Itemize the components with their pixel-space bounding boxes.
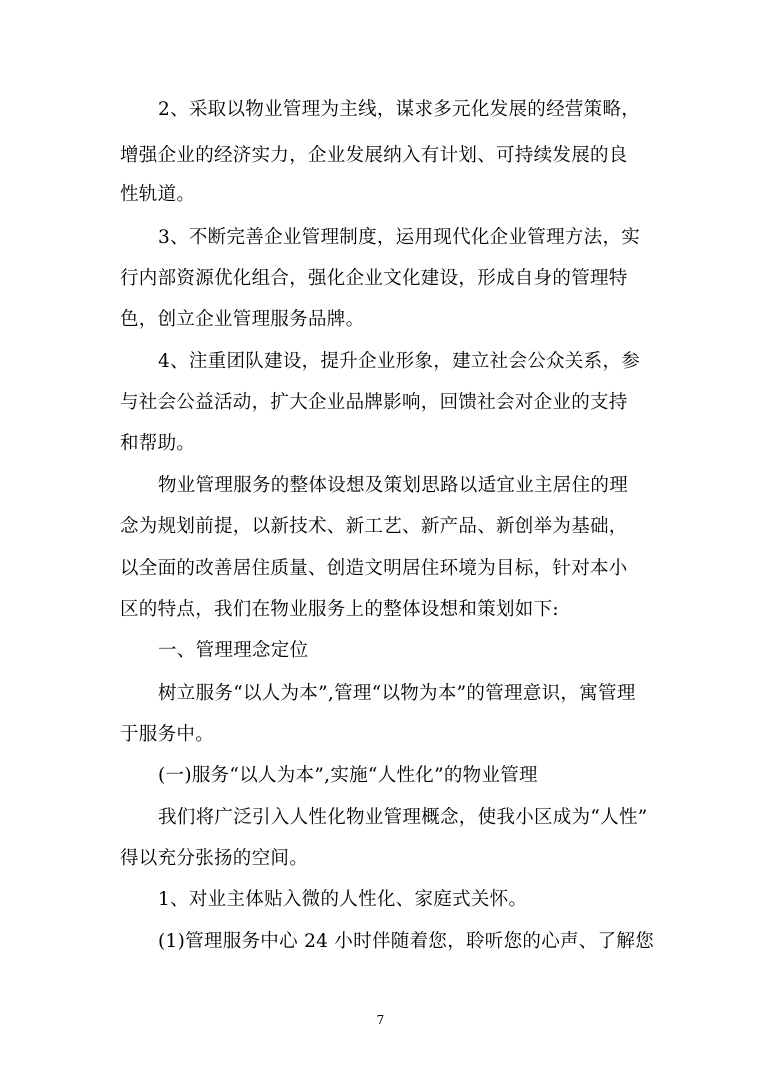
list-item: (1)管理服务中心 24 小时伴随着您，聆听您的心声、了解您 xyxy=(158,931,655,952)
paragraph-line: 我们将广泛引入人性化物业管理概念，使我小区成为“人性” xyxy=(158,807,648,828)
paragraph-line: 与社会公益活动，扩大企业品牌影响，回馈社会对企业的支持 xyxy=(120,392,628,413)
paragraph-line: 2、采取以物业管理为主线，谋求多元化发展的经营策略， xyxy=(158,99,641,120)
paragraph-line: 念为规划前提，以新技术、新工艺、新产品、新创举为基础， xyxy=(120,516,628,537)
paragraph-line: 增强企业的经济实力，企业发展纳入有计划、可持续发展的良 xyxy=(120,145,628,166)
paragraph-line: 以全面的改善居住质量、创造文明居住环境为目标，针对本小 xyxy=(120,558,628,579)
paragraph-line: 于服务中。 xyxy=(120,724,215,745)
page-number: 7 xyxy=(376,1013,385,1027)
section-heading: 一、管理理念定位 xyxy=(158,640,309,661)
paragraph-line: 性轨道。 xyxy=(120,184,196,205)
paragraph-line: 区的特点，我们在物业服务上的整体设想和策划如下: xyxy=(120,599,559,620)
paragraph-line: 物业管理服务的整体设想及策划思路以适宜业主居住的理 xyxy=(158,475,629,496)
paragraph-line: 得以充分张扬的空间。 xyxy=(120,848,309,869)
paragraph-line: 色，创立企业管理服务品牌。 xyxy=(120,309,365,330)
list-item: 1、对业主体贴入微的人性化、家庭式关怀。 xyxy=(158,889,528,910)
paragraph-line: 树立服务“以人为本”,管理“以物为本”的管理意识，寓管理 xyxy=(158,683,636,704)
paragraph-line: 行内部资源优化组合，强化企业文化建设，形成自身的管理特 xyxy=(120,268,628,289)
paragraph-line: 3、不断完善企业管理制度，运用现代化企业管理方法，实 xyxy=(158,227,641,248)
subsection-heading: (一)服务“以人为本”,实施“人性化”的物业管理 xyxy=(158,765,538,786)
paragraph-line: 和帮助。 xyxy=(120,433,196,454)
paragraph-line: 4、注重团队建设，提升企业形象，建立社会公众关系，参 xyxy=(158,351,641,372)
